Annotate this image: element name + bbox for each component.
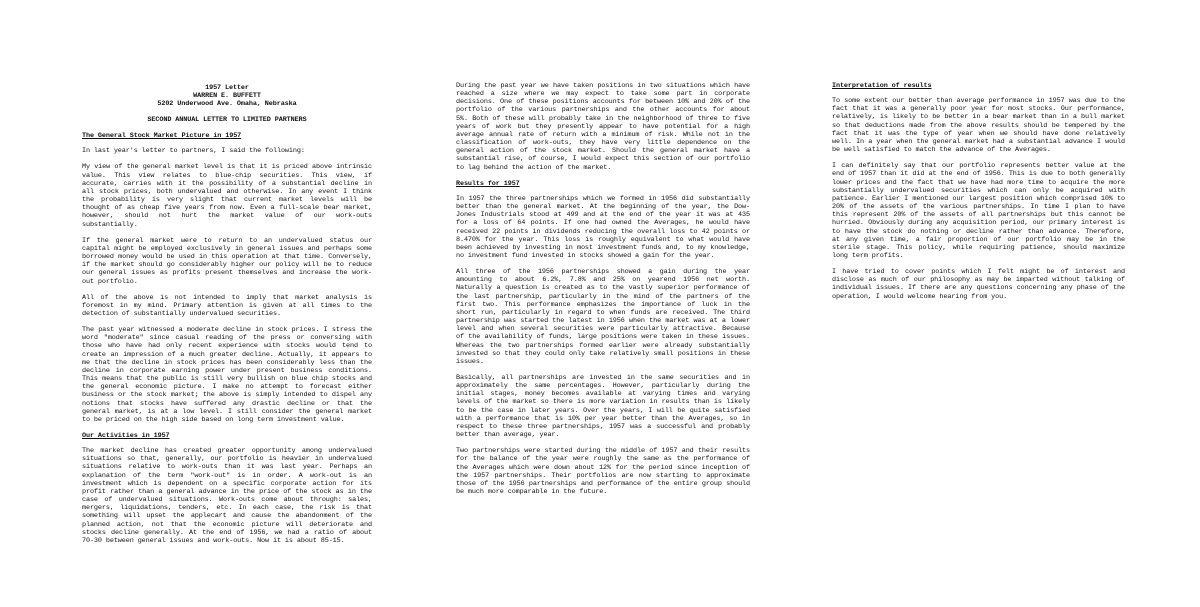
- header-author: WARREN E. BUFFETT: [193, 92, 261, 100]
- letter-page-1: [82, 0, 372, 607]
- letter-title: SECOND ANNUAL LETTER TO LIMITED PARTNERS: [147, 116, 307, 124]
- paragraph: In 1957 the three partnerships which we formed in 1956 did substantially better than the general market. At the beginning of the year, the Dow-Jones Industrials stood at 499 and at the end of the year it was at 435 for a loss of 64 points. If one had owned the Averages, he would have received 22 points in dividends reducing the overall loss to 42 points or 8.470% for the year. This loss is roughly equivalent to what would have been achieved by investing in most investment funds and, to my knowledge, no investment fund invested in stocks showed a gain for the year.: [456, 194, 750, 260]
- paragraph: Two partnerships were started during the middle of 1957 and their results for the balance of the year were roughly the same as the performance of the Averages which were down about 12% for the period since inception of the 1957 partnerships. Their portfolios are now starting to approximate those of the 1956 partnerships and performance of the entire group should be much more comparable in the future.: [456, 447, 750, 497]
- paragraph: All of the above is not intended to imply that market analysis is foremost in my mind. Primary attention is given at all times to the detection of substantially undervalued securities.: [82, 293, 372, 318]
- heading-interpretation: Interpretation of results: [832, 82, 932, 90]
- letter-page-3: [832, 0, 1125, 607]
- header-year: 1957 Letter: [205, 84, 249, 92]
- paragraph: I can definitely say that our portfolio represents better value at the end of 1957 than it did at the end of 1956. This is due to both generally lower prices and the fact that we have had more time to acquire the more substantially undervalued securities which can only be acquired with patience. Earlier I mentioned our largest position which comprised 10% to 20% of the assets of the various partnerships. In time I plan to have this represent 20% of the assets of all partnerships but this cannot be hurried. Obviously during any acquisition period, our primary interest is to have the stock do nothing or decline rather than advance. Therefore, at any given time, a fair proportion of our portfolio may be in the sterile stage. This policy, while requiring patience, should maximize long term profits.: [832, 162, 1125, 260]
- header-address: 5202 Underwood Ave. Omaha, Nebraska: [157, 100, 297, 108]
- paragraph: All three of the 1956 partnerships showed a gain during the year amounting to about 6.2%, 7.8% and 25% on yearend 1956 net worth. Naturally a question is created as to the vastly superior performance of the last partnership, particularly in the mind of the partners of the first two. This performance emphasizes the importance of luck in the short run, particularly in regard to when funds are received. The third partnership was started the latest in 1956 when the market was at a lower level and when several securities were particularly attractive. Because of the availability of funds, large positions were taken in these issues. Whereas the two partnerships formed earlier were already substantially invested so that they could only take relatively small positions in these issues.: [456, 268, 750, 366]
- letter-page-2: [456, 0, 750, 607]
- paragraph: To some extent our better than average performance in 1957 was due to the fact that it was a generally poor year for most stocks. Our performance, relatively, is likely to be better in a bear market than in a bull market so that deductions made from the above results should be tempered by the fact that it was the type of year when we should have done relatively well. In a year when the general market had a substantial advance I would be well satisfied to match the advance of the Averages.: [832, 97, 1125, 155]
- paragraph: In last year's letter to partners, I said the following:: [82, 147, 305, 156]
- letter-header: [82, 84, 372, 108]
- paragraph: The market decline has created greater opportunity among undervalued situations so that, generally, our portfolio is heavier in undervalued situations relative to work-outs than it was last year. Perhaps an explanation of the term "work-out" is in order. A work-out is an investment which is dependent on a specific corporate action for its profit rather than a general advance in the price of the stock as in the case of undervalued situations. Work-outs come about through: sales, mergers, liquidations, tenders, etc. In each case, the risk is that something will upset the applecart and cause the abandonment of the planned action, not that the economic picture will deteriorate and stocks decline generally. At the end of 1956, we had a ratio of about 70-30 between general issues and work-outs. Now it is about 85-15.: [82, 447, 372, 545]
- paragraph: If the general market were to return to an undervalued status our capital might be employed exclusively in general issues and perhaps some borrowed money would be used in this operation at that time. Conversely, if the market should go considerably higher our policy will be to reduce our general issues as profits present themselves and increase the work-out portfolio.: [82, 236, 372, 286]
- paragraph: The past year witnessed a moderate decline in stock prices. I stress the word "moderate" since casual reading of the press or conversing with those who have had only recent experience with stocks would tend to create an impression of a much greater decline. Actually, it appears to me that the decline in stock prices has been considerably less than the decline in corporate earning power under present business conditions. This means that the public is still very bullish on blue chip stocks and the general economic picture. I make no attempt to forecast either business or the stock market; the above is simply intended to dispel any notions that stocks have suffered any drastic decline or that the general market, is at a low level. I still consider the general market to be priced on the high side based on long term investment value.: [82, 326, 372, 424]
- heading-activities: Our Activities in 1957: [82, 432, 170, 440]
- heading-market-picture: The General Stock Market Picture in 1957: [82, 132, 242, 141]
- paragraph: During the past year we have taken positions in two situations which have reached a size where we may expect to take some part in corporate decisions. One of these positions accounts for between 10% and 20% of the portfolio of the various partnerships and the other accounts for about 5%. Both of these will probably take in the neighborhood of three to five years of work but they presently appear to have potential for a high average annual rate of return with a minimum of risk. While not in the classification of work-outs, they have very little dependence on the general action of the stock market. Should the general market have a substantial rise, of course, I would expect this section of our portfolio to lag behind the action of the market.: [456, 82, 750, 172]
- paragraph: I have tried to cover points which I felt might be of interest and disclose as much of our philosophy as may be imparted without talking of individual issues. If there are any questions concerning any phase of the operation, I would welcome hearing from you.: [832, 268, 1125, 301]
- paragraph: My view of the general market level is that it is priced above intrinsic value. This view relates to blue-chip securities. This view, if accurate, carries with it the possibility of a substantial decline in all stock prices, both undervalued and otherwise. In any event I think the probability is very slight that current market levels will be thought of as cheap five years from now. Even a full-scale bear market, however, should not hurt the market value of our work-outs substantially.: [82, 163, 372, 229]
- heading-results: Results for 1957: [456, 179, 520, 188]
- paragraph: Basically, all partnerships are invested in the same securities and in approximately the same percentages. However, particularly during the initial stages, money becomes available at varying times and varying levels of the market so there is more variation in results than is likely to be the case in later years. Over the years, I will be quite satisfied with a performance that is 10% per year better than the Averages, so in respect to these three partnerships, 1957 was a successful and probably better than average, year.: [456, 374, 750, 440]
